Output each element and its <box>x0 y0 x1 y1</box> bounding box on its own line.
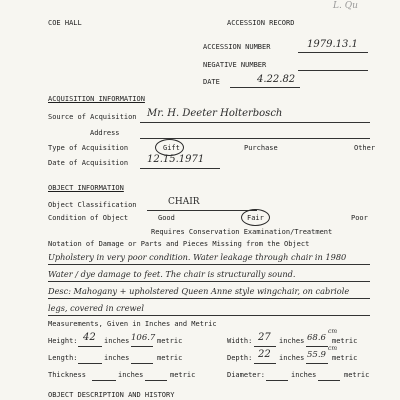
measurements-heading: Measurements, Given in Inches and Metric <box>48 320 217 328</box>
negative-number-label: NEGATIVE NUMBER <box>203 61 267 69</box>
diameter-metric-word: metric <box>344 371 370 379</box>
diameter-metric-line <box>318 380 340 381</box>
depth-metric-value[interactable]: 55.9 <box>307 350 326 360</box>
condition-option-fair[interactable]: Fair <box>247 214 264 222</box>
width-unit-note: cm <box>328 328 338 335</box>
description-heading: OBJECT DESCRIPTION AND HISTORY <box>48 391 175 399</box>
depth-unit-note: cm <box>328 345 338 352</box>
depth-metric-line <box>306 363 328 364</box>
damage-note-3[interactable]: Desc: Mahogany + upholstered Queen Anne style wingchair, on cabriole <box>48 286 350 296</box>
height-metric-line <box>131 346 153 347</box>
type-option-gift[interactable]: Gift <box>163 144 180 152</box>
height-inches-value[interactable]: 42 <box>83 332 96 343</box>
length-metric-word: metric <box>157 354 183 362</box>
width-metric-value[interactable]: 68.6 <box>307 333 326 343</box>
length-inches-line <box>78 363 102 364</box>
record-date-value[interactable]: 4.22.82 <box>257 74 296 85</box>
length-label: Length: <box>48 354 78 362</box>
width-inches-line <box>254 346 276 347</box>
accession-number-line <box>298 52 368 53</box>
depth-inches-line <box>254 363 276 364</box>
height-inches-line <box>78 346 102 347</box>
diameter-label: Diameter: <box>227 371 265 379</box>
accession-number-label: ACCESSION NUMBER <box>203 43 271 51</box>
width-metric-line <box>306 346 328 347</box>
acquisition-heading: ACQUISITION INFORMATION <box>48 95 145 103</box>
classification-value[interactable]: CHAIR <box>168 197 200 207</box>
width-label: Width: <box>227 337 253 345</box>
record-date-line <box>230 87 300 88</box>
acquisition-date-value[interactable]: 12.15.1971 <box>147 154 205 165</box>
type-option-other[interactable]: Other <box>354 144 376 152</box>
condition-option-poor[interactable]: Poor <box>351 214 368 222</box>
accession-number-value[interactable]: 1979.13.1 <box>307 39 358 50</box>
damage-line-3 <box>48 298 370 299</box>
diameter-inches-line <box>266 380 288 381</box>
form-title: ACCESSION RECORD <box>227 19 295 27</box>
condition-label: Condition of Object <box>48 214 129 222</box>
fair-selection-circle <box>241 209 270 226</box>
height-metric-word: metric <box>157 337 183 345</box>
depth-inches-value[interactable]: 22 <box>258 349 271 360</box>
classification-label: Object Classification <box>48 201 137 209</box>
record-date-label: DATE <box>203 78 220 86</box>
damage-line-2 <box>48 281 370 282</box>
height-inches-word: inches <box>104 337 130 345</box>
damage-line-4 <box>48 315 370 316</box>
acquisition-date-line <box>140 168 220 169</box>
length-metric-line <box>131 363 153 364</box>
source-line <box>140 122 370 123</box>
condition-option-good[interactable]: Good <box>158 214 175 222</box>
width-metric-word: metric <box>332 337 358 345</box>
acquisition-type-label: Type of Acquisition <box>48 144 129 152</box>
thickness-metric-word: metric <box>170 371 196 379</box>
depth-metric-word: metric <box>332 354 358 362</box>
damage-note-2[interactable]: Water / dye damage to feet. The chair is structurally sound. <box>48 269 296 279</box>
thickness-metric-line <box>145 380 167 381</box>
source-value[interactable]: Mr. H. Deeter Holterbosch <box>147 108 283 119</box>
depth-label: Depth: <box>227 354 253 362</box>
corner-note: L. Qu <box>333 1 358 11</box>
diameter-inches-word: inches <box>291 371 317 379</box>
conservation-note: Requires Conservation Examination/Treatment <box>151 228 333 236</box>
height-metric-value[interactable]: 106.7 <box>131 333 156 343</box>
damage-note-1[interactable]: Upholstery in very poor condition. Water leakage through chair in 1980 <box>48 252 347 262</box>
length-inches-word: inches <box>104 354 130 362</box>
width-inches-value[interactable]: 27 <box>258 332 271 343</box>
thickness-inches-word: inches <box>118 371 144 379</box>
hall-name: COE HALL <box>48 19 82 27</box>
negative-number-line <box>298 70 368 71</box>
damage-note-4[interactable]: legs, covered in crewel <box>48 303 145 313</box>
depth-inches-word: inches <box>279 354 305 362</box>
thickness-label: Thickness <box>48 371 86 379</box>
height-label: Height: <box>48 337 78 345</box>
damage-label: Notation of Damage or Parts and Pieces Missing from the Object <box>48 240 310 248</box>
source-label: Source of Acquisition <box>48 113 137 121</box>
damage-line-1 <box>48 264 370 265</box>
width-inches-word: inches <box>279 337 305 345</box>
classification-line <box>147 210 257 211</box>
type-option-purchase[interactable]: Purchase <box>244 144 278 152</box>
address-label: Address <box>90 129 120 137</box>
acquisition-date-label: Date of Acquisition <box>48 159 129 167</box>
thickness-inches-line <box>92 380 116 381</box>
object-heading: OBJECT INFORMATION <box>48 184 124 192</box>
